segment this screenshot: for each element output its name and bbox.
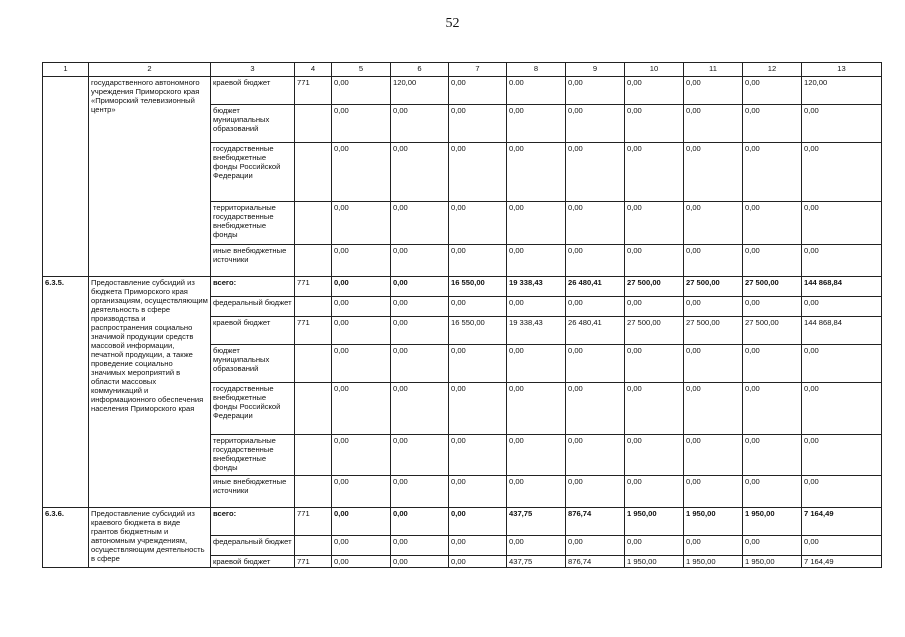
code-cell: [295, 202, 332, 245]
code-cell: 771: [295, 277, 332, 297]
value-cell: 437,75: [507, 508, 566, 536]
value-cell: 0,00: [743, 77, 802, 105]
value-cell: 0,00: [449, 77, 507, 105]
value-cell: 0,00: [507, 345, 566, 383]
header-cell: 11: [684, 63, 743, 77]
header-cell: 1: [43, 63, 89, 77]
value-cell: 27 500,00: [743, 317, 802, 345]
value-cell: 876,74: [566, 508, 625, 536]
value-cell: 0,00: [802, 345, 882, 383]
value-cell: 26 480,41: [566, 317, 625, 345]
code-cell: [295, 143, 332, 202]
value-cell: 0,00: [566, 476, 625, 508]
header-cell: 2: [89, 63, 211, 77]
value-cell: 0,00: [802, 105, 882, 143]
value-cell: 0,00: [332, 317, 391, 345]
value-cell: 16 550,00: [449, 277, 507, 297]
value-cell: 0,00: [743, 383, 802, 435]
value-cell: 144 868,84: [802, 317, 882, 345]
header-cell: 6: [391, 63, 449, 77]
value-cell: 0,00: [566, 77, 625, 105]
value-cell: 0,00: [743, 105, 802, 143]
value-cell: 0,00: [332, 202, 391, 245]
value-cell: 0,00: [449, 435, 507, 476]
value-cell: 437,75: [507, 556, 566, 568]
funding-source: краевой бюджет: [211, 77, 295, 105]
funding-source: государственные внебюджетные фонды Российской Федерации: [211, 143, 295, 202]
value-cell: 0,00: [507, 536, 566, 556]
value-cell: 0,00: [391, 317, 449, 345]
value-cell: 0,00: [391, 297, 449, 317]
value-cell: 0,00: [566, 143, 625, 202]
value-cell: 0,00: [449, 345, 507, 383]
value-cell: 0,00: [802, 245, 882, 277]
value-cell: 0,00: [507, 143, 566, 202]
value-cell: 0,00: [566, 105, 625, 143]
funding-source: иные внебюджетные источники: [211, 476, 295, 508]
funding-source: всего:: [211, 277, 295, 297]
value-cell: 0,00: [684, 202, 743, 245]
item-description: Предоставление субсидий из краевого бюджета в виде грантов бюджетным и автономным учреждениям, осуществляющим деятельность в сфере: [89, 508, 211, 568]
code-cell: [295, 345, 332, 383]
page-number: 52: [445, 16, 460, 31]
value-cell: 1 950,00: [743, 556, 802, 568]
value-cell: 0,00: [684, 476, 743, 508]
value-cell: 120,00: [391, 77, 449, 105]
value-cell: 876,74: [566, 556, 625, 568]
value-cell: 0,00: [391, 245, 449, 277]
value-cell: 0,00: [684, 105, 743, 143]
value-cell: 0,00: [625, 77, 684, 105]
value-cell: 0,00: [625, 476, 684, 508]
value-cell: 0,00: [625, 202, 684, 245]
value-cell: 0,00: [507, 245, 566, 277]
value-cell: 1 950,00: [625, 508, 684, 536]
value-cell: 0,00: [332, 508, 391, 536]
header-cell: 12: [743, 63, 802, 77]
value-cell: 0,00: [743, 297, 802, 317]
value-cell: 7 164,49: [802, 508, 882, 536]
funding-source: бюджет муниципальных образований: [211, 105, 295, 143]
value-cell: 0,00: [449, 383, 507, 435]
value-cell: 0,00: [332, 556, 391, 568]
value-cell: 0,00: [332, 297, 391, 317]
value-cell: 0,00: [743, 435, 802, 476]
value-cell: 0,00: [566, 297, 625, 317]
value-cell: 0,00: [507, 435, 566, 476]
funding-source: бюджет муниципальных образований: [211, 345, 295, 383]
value-cell: 0,00: [743, 536, 802, 556]
value-cell: 0,00: [449, 556, 507, 568]
value-cell: 0,00: [391, 143, 449, 202]
value-cell: 0,00: [449, 143, 507, 202]
value-cell: 1 950,00: [625, 556, 684, 568]
value-cell: 0,00: [566, 435, 625, 476]
value-cell: 0,00: [332, 345, 391, 383]
table-row-total: [43, 508, 882, 536]
value-cell: 0,00: [449, 245, 507, 277]
header-cell: 13: [802, 63, 882, 77]
value-cell: 0,00: [449, 536, 507, 556]
value-cell: 0,00: [625, 105, 684, 143]
item-number: 6.3.6.: [43, 508, 89, 568]
code-cell: [295, 536, 332, 556]
value-cell: 144 868,84: [802, 277, 882, 297]
item-description: государственного автономного учреждения Приморского края «Приморский телевизионный центр»: [89, 77, 211, 277]
value-cell: 1 950,00: [743, 508, 802, 536]
value-cell: 0,00: [802, 536, 882, 556]
value-cell: 26 480,41: [566, 277, 625, 297]
value-cell: 0,00: [566, 345, 625, 383]
funding-source: государственные внебюджетные фонды Российской Федерации: [211, 383, 295, 435]
value-cell: 0,00: [391, 277, 449, 297]
header-cell: 9: [566, 63, 625, 77]
value-cell: 0,00: [391, 383, 449, 435]
item-number: [43, 77, 89, 277]
value-cell: 0,00: [684, 435, 743, 476]
value-cell: 0,00: [684, 383, 743, 435]
value-cell: 0,00: [391, 345, 449, 383]
code-cell: [295, 297, 332, 317]
value-cell: 0,00: [332, 77, 391, 105]
value-cell: 0,00: [332, 536, 391, 556]
header-cell: 3: [211, 63, 295, 77]
funding-source: территориальные государственные внебюджетные фонды: [211, 202, 295, 245]
header-cell: 5: [332, 63, 391, 77]
item-description: Предоставление субсидий из бюджета Приморского края организациям, осуществляющим деятельность в сфере производства и распространения социально значимой продукции средств массовой информации, печатной продукции, а также проведение социально значимых мероприятий в области массовых коммуникаций и информационного обеспечения населения Приморского края: [89, 277, 211, 508]
value-cell: 0,00: [625, 143, 684, 202]
value-cell: 0,00: [391, 508, 449, 536]
code-cell: [295, 435, 332, 476]
value-cell: 0,00: [743, 476, 802, 508]
table-row: [43, 77, 882, 105]
value-cell: 0,00: [566, 245, 625, 277]
value-cell: 0,00: [449, 508, 507, 536]
value-cell: 27 500,00: [743, 277, 802, 297]
value-cell: 0,00: [684, 143, 743, 202]
value-cell: 0,00: [507, 202, 566, 245]
code-cell: [295, 383, 332, 435]
header-cell: 8: [507, 63, 566, 77]
value-cell: 19 338,43: [507, 317, 566, 345]
value-cell: 0,00: [332, 435, 391, 476]
value-cell: 0,00: [449, 202, 507, 245]
value-cell: 0.00: [507, 77, 566, 105]
value-cell: 1 950,00: [684, 556, 743, 568]
funding-source: краевой бюджет: [211, 317, 295, 345]
header-row: [43, 63, 882, 77]
value-cell: 0,00: [743, 245, 802, 277]
header-cell: 4: [295, 63, 332, 77]
funding-source: краевой бюджет: [211, 556, 295, 568]
value-cell: 0,00: [449, 105, 507, 143]
value-cell: 0,00: [625, 383, 684, 435]
value-cell: 0,00: [802, 435, 882, 476]
value-cell: 0,00: [743, 143, 802, 202]
value-cell: 27 500,00: [625, 317, 684, 345]
value-cell: 0,00: [625, 435, 684, 476]
value-cell: 0,00: [507, 383, 566, 435]
funding-source: всего:: [211, 508, 295, 536]
value-cell: 1 950,00: [684, 508, 743, 536]
code-cell: [295, 476, 332, 508]
value-cell: 0,00: [391, 476, 449, 508]
value-cell: 0,00: [332, 245, 391, 277]
value-cell: 0,00: [391, 202, 449, 245]
value-cell: 0,00: [684, 245, 743, 277]
value-cell: 0,00: [507, 105, 566, 143]
value-cell: 27 500,00: [684, 277, 743, 297]
table-row-total: [43, 277, 882, 297]
value-cell: 0,00: [743, 202, 802, 245]
value-cell: 0,00: [625, 245, 684, 277]
code-cell: 771: [295, 508, 332, 536]
value-cell: 0,00: [566, 202, 625, 245]
value-cell: 120,00: [802, 77, 882, 105]
value-cell: 0,00: [449, 297, 507, 317]
value-cell: 0,00: [802, 202, 882, 245]
value-cell: 0,00: [684, 77, 743, 105]
value-cell: 27 500,00: [625, 277, 684, 297]
value-cell: 0,00: [566, 536, 625, 556]
value-cell: 0,00: [507, 297, 566, 317]
code-cell: [295, 105, 332, 143]
value-cell: 0,00: [391, 105, 449, 143]
value-cell: 19 338,43: [507, 277, 566, 297]
funding-source: иные внебюджетные источники: [211, 245, 295, 277]
value-cell: 0,00: [684, 345, 743, 383]
value-cell: 0,00: [743, 345, 802, 383]
budget-table: [42, 62, 882, 568]
value-cell: 0,00: [332, 476, 391, 508]
header-cell: 7: [449, 63, 507, 77]
value-cell: 0,00: [449, 476, 507, 508]
value-cell: 0,00: [332, 143, 391, 202]
value-cell: 0,00: [625, 297, 684, 317]
value-cell: 0,00: [332, 277, 391, 297]
value-cell: 0,00: [507, 476, 566, 508]
value-cell: 0,00: [802, 143, 882, 202]
value-cell: 0,00: [391, 536, 449, 556]
value-cell: 0,00: [566, 383, 625, 435]
value-cell: 7 164,49: [802, 556, 882, 568]
funding-source: федеральный бюджет: [211, 297, 295, 317]
value-cell: 0,00: [802, 297, 882, 317]
value-cell: 0,00: [802, 383, 882, 435]
value-cell: 16 550,00: [449, 317, 507, 345]
value-cell: 0,00: [684, 297, 743, 317]
value-cell: 0,00: [332, 383, 391, 435]
value-cell: 0,00: [391, 556, 449, 568]
item-number: 6.3.5.: [43, 277, 89, 508]
value-cell: 27 500,00: [684, 317, 743, 345]
value-cell: 0,00: [625, 536, 684, 556]
code-cell: [295, 245, 332, 277]
code-cell: 771: [295, 556, 332, 568]
funding-source: территориальные государственные внебюджетные фонды: [211, 435, 295, 476]
value-cell: 0,00: [684, 536, 743, 556]
value-cell: 0,00: [391, 435, 449, 476]
code-cell: 771: [295, 317, 332, 345]
funding-source: федеральный бюджет: [211, 536, 295, 556]
value-cell: 0,00: [802, 476, 882, 508]
value-cell: 0,00: [625, 345, 684, 383]
value-cell: 0,00: [332, 105, 391, 143]
code-cell: 771: [295, 77, 332, 105]
header-cell: 10: [625, 63, 684, 77]
